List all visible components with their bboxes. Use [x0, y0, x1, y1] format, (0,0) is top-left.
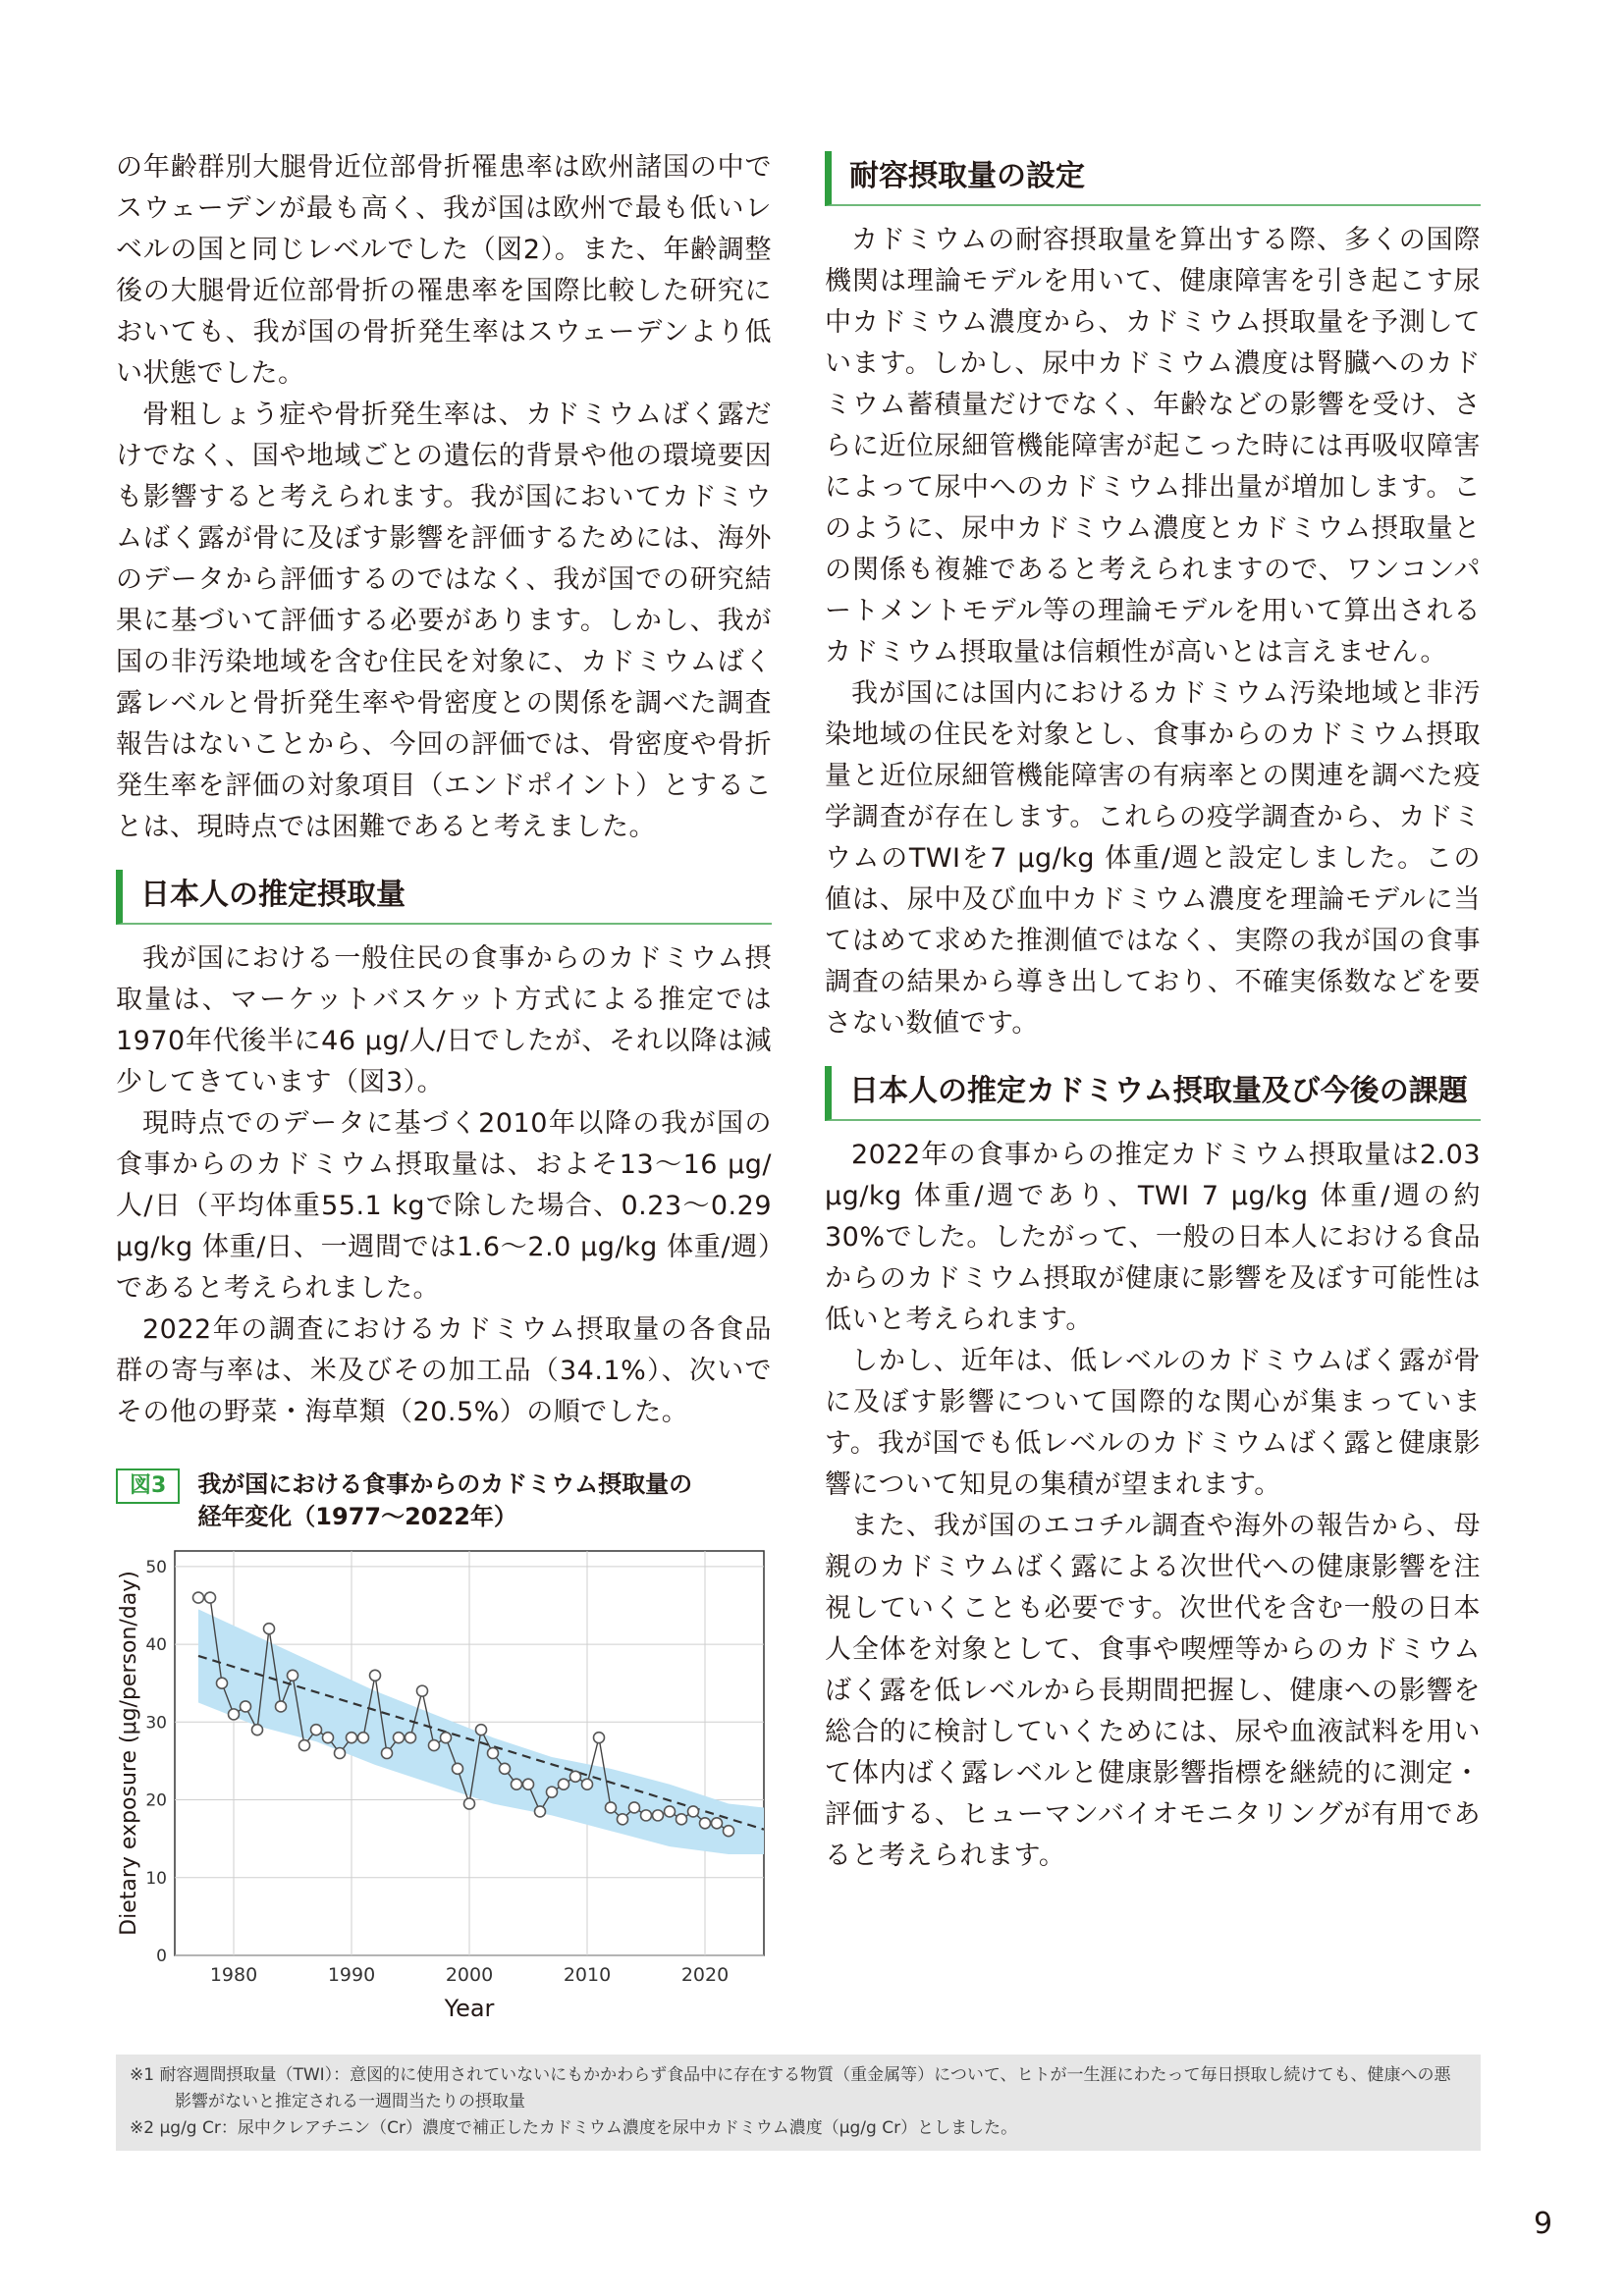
body-paragraph: の年齢群別大腿骨近位部骨折罹患率は欧州諸国の中でスウェーデンが最も高く、我が国は欧州で最も低いレベルの国と同じレベルでした（図2）。また、年齢調整後の大腿骨近位部骨折の罹患率を国際比較した研究においても、我が国の骨折発生率はスウェーデンより低い状態でした。: [116, 152, 772, 389]
data-point: [512, 1779, 522, 1789]
data-point: [688, 1806, 699, 1817]
data-point: [417, 1685, 428, 1696]
data-point: [606, 1802, 617, 1813]
body-paragraph: 2022年の食事からの推定カドミウム摂取量は2.03 μg/kg 体重/週であり、TWI 7 μg/kg 体重/週の約30%でした。したがって、一般の日本人における食品からのカドミウム摂取が健康に影響を及ぼす可能性は低いと考えられます。: [825, 1140, 1481, 1335]
data-point: [382, 1748, 393, 1759]
data-point: [276, 1701, 287, 1712]
data-point: [677, 1814, 687, 1825]
data-point: [193, 1592, 204, 1603]
data-point: [288, 1670, 298, 1681]
body-paragraph: また、我が国のエコチル調査や海外の報告から、母親のカドミウムばく露による次世代への健康影響を注視していくことも必要です。次世代を含む一般の日本人全体を対象として、食事や喫煙等からのカドミウムばく露を低レベルから長期間把握し、健康への影響を総合的に検討していくためには、尿や血液試料を用いて体内ばく露レベルと健康影響指標を継続的に測定・評価する、ヒューマンバイオモニタリングが有用であると考えられます。: [825, 1511, 1481, 1871]
data-point: [641, 1810, 652, 1821]
footnote: ※2 μg/g Cr：尿中クレアチニン（Cr）濃度で補正したカドミウム濃度を尿中カドミウム濃度（μg/g Cr）としました。: [130, 2118, 1018, 2138]
x-tick-label: 2020: [680, 1964, 730, 1986]
data-point: [323, 1733, 334, 1743]
data-point: [429, 1740, 440, 1751]
x-tick-label: 1980: [209, 1964, 258, 1986]
figure-header: [116, 1468, 772, 1533]
data-point: [335, 1748, 346, 1759]
figure-tag: 図3: [116, 1468, 180, 1504]
data-point: [523, 1779, 534, 1789]
data-point: [559, 1779, 569, 1789]
y-tick-label: 50: [145, 1557, 167, 1577]
y-tick-label: 10: [145, 1868, 167, 1889]
footnotes: [116, 2055, 1481, 2151]
data-point: [370, 1670, 381, 1681]
footnote: ※1 耐容週間摂取量（TWI）：意図的に使用されていないにもかかわらず食品中に存在する物質（重金属等）について、ヒトが一生涯にわたって毎日摂取し続けても、健康への悪影響がないと推定される一週間当たりの摂取量: [130, 2065, 1451, 2111]
y-axis-label: Dietary exposure (μg/person/day): [117, 1571, 141, 1936]
data-point: [394, 1733, 405, 1743]
y-tick-label: 20: [145, 1790, 167, 1811]
data-point: [264, 1624, 275, 1634]
data-point: [464, 1798, 475, 1809]
data-point: [311, 1725, 322, 1735]
data-point: [500, 1763, 511, 1774]
data-point: [252, 1725, 263, 1735]
data-point: [712, 1818, 723, 1829]
figure-title-line: 我が国における食事からのカドミウム摂取量の: [197, 1470, 693, 1498]
body-paragraph: 骨粗しょう症や骨折発生率は、カドミウムばく露だけでなく、国や地域ごとの遺伝的背景や他の環境要因も影響すると考えられます。我が国においてカドミウムばく露が骨に及ぼす影響を評価するためには、海外のデータから評価するのではなく、我が国での研究結果に基づいて評価する必要があります。しかし、我が国の非汚染地域を含む住民を対象に、カドミウムばく露レベルと骨折発生率や骨密度との関係を調べた調査報告はないことから、今回の評価では、骨密度や骨折発生率を評価の対象項目（エンドポイント）とすることは、現時点では困難であると考えました。: [116, 400, 772, 842]
y-tick-label: 30: [145, 1713, 167, 1734]
data-point: [547, 1787, 558, 1797]
left-column: [116, 147, 772, 2032]
data-point: [229, 1709, 240, 1720]
body-paragraph: 2022年の調査におけるカドミウム摂取量の各食品群の寄与率は、米及びその加工品（34.1%）、次いでその他の野菜・海草類（20.5%）の順でした。: [116, 1314, 772, 1427]
body-paragraph: しかし、近年は、低レベルのカドミウムばく露が骨に及ぼす影響について国際的な関心が集まっています。我が国でも低レベルのカドミウムばく露と健康影響について知見の集積が望まれます。: [825, 1346, 1481, 1500]
data-point: [453, 1763, 463, 1774]
data-point: [570, 1771, 581, 1782]
data-point: [488, 1748, 499, 1759]
data-point: [476, 1725, 487, 1735]
data-point: [299, 1740, 310, 1751]
data-point: [700, 1818, 711, 1829]
data-point: [358, 1733, 369, 1743]
x-tick-label: 2000: [445, 1964, 494, 1986]
data-point: [205, 1592, 216, 1603]
y-tick-label: 0: [156, 1947, 167, 1966]
dietary-exposure-chart: [116, 1541, 772, 2032]
data-point: [629, 1802, 640, 1813]
body-paragraph: 我が国における一般住民の食事からのカドミウム摂取量は、マーケットバスケット方式による推定では1970年代後半に46 μg/人/日でしたが、それ以降は減少してきています（図3）。: [116, 943, 772, 1097]
figure-title: [197, 1468, 692, 1533]
data-point: [618, 1814, 628, 1825]
section-heading: 日本人の推定カドミウム摂取量及び今後の課題: [825, 1066, 1481, 1121]
data-point: [217, 1678, 228, 1688]
figure-title-line: 経年変化（1977～2022年）: [197, 1503, 517, 1530]
data-point: [594, 1733, 605, 1743]
data-point: [653, 1810, 664, 1821]
data-point: [724, 1826, 734, 1837]
page-number: 9: [1534, 2207, 1553, 2241]
data-point: [406, 1733, 416, 1743]
body-paragraph: 現時点でのデータに基づく2010年以降の我が国の食事からのカドミウム摂取量は、およそ13～16 μg/人/日（平均体重55.1 kgで除した場合、0.23～0.29 μg/kg 体重/日、一週間では1.6～2.0 μg/kg 体重/週）であると考えられました。: [116, 1108, 772, 1304]
y-tick-label: 40: [145, 1635, 167, 1656]
x-axis-label: Year: [444, 1995, 495, 2022]
section-heading: 耐容摂取量の設定: [825, 151, 1481, 206]
data-point: [241, 1701, 251, 1712]
right-column: [825, 147, 1481, 1877]
body-paragraph: 我が国には国内におけるカドミウム汚染地域と非汚染地域の住民を対象とし、食事からのカドミウム摂取量と近位尿細管機能障害の有病率との関連を調べた疫学調査が存在します。これらの疫学調査から、カドミウムのTWIを7 μg/kg 体重/週と設定しました。この値は、尿中及び血中カドミウム濃度を理論モデルに当てはめて求めた推測値ではなく、実際の我が国の食事調査の結果から導き出しており、不確実係数などを要さない数値です。: [825, 678, 1481, 1039]
data-point: [441, 1733, 452, 1743]
data-point: [665, 1806, 676, 1817]
data-point: [535, 1806, 546, 1817]
section-heading: 日本人の推定摂取量: [116, 870, 772, 925]
data-point: [347, 1733, 357, 1743]
x-tick-label: 2010: [563, 1964, 612, 1986]
data-point: [582, 1779, 593, 1789]
body-paragraph: カドミウムの耐容摂取量を算出する際、多くの国際機関は理論モデルを用いて、健康障害を引き起こす尿中カドミウム濃度から、カドミウム摂取量を予測しています。しかし、尿中カドミウム濃度は腎臓へのカドミウム蓄積量だけでなく、年齢などの影響を受け、さらに近位尿細管機能障害が起こった時には再吸収障害によって尿中へのカドミウム排出量が増加します。このように、尿中カドミウム濃度とカドミウム摂取量との関係も複雑であると考えられますので、ワンコンパートメントモデル等の理論モデルを用いて算出されるカドミウム摂取量は信頼性が高いとは言えません。: [825, 225, 1481, 667]
x-tick-label: 1990: [327, 1964, 376, 1986]
